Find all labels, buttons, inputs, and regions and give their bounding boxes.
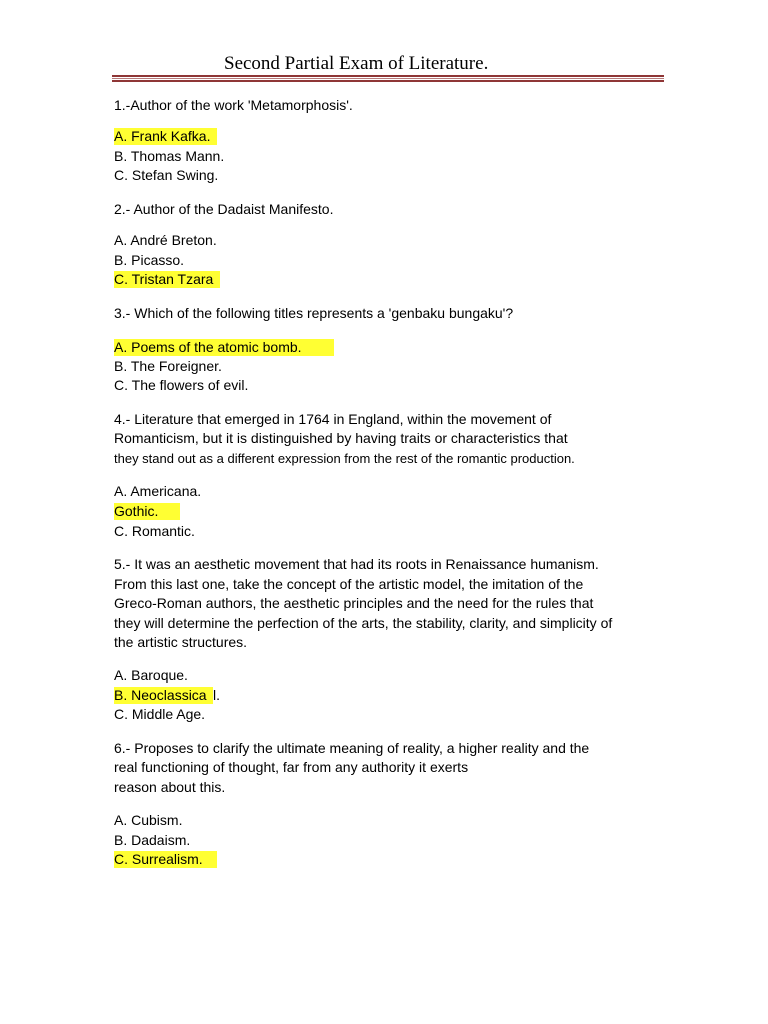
question-5-option: A. Baroque. xyxy=(114,667,188,683)
question-3-option xyxy=(114,339,334,356)
answer-highlight: A. Frank Kafka. xyxy=(114,128,217,145)
question-5-text: 5.- It was an aesthetic movement that had its roots in Renaissance humanism. xyxy=(114,556,599,572)
question-1-option: C. Stefan Swing. xyxy=(114,167,219,183)
title-rule xyxy=(112,75,664,82)
question-5-text: From this last one, take the concept of the artistic model, the imitation of the xyxy=(114,576,584,592)
exam-title: Second Partial Exam of Literature. xyxy=(224,53,489,74)
answer-highlight: C. Surrealism. xyxy=(114,851,217,868)
question-2-option: A. André Breton. xyxy=(114,232,217,248)
question-4-text: 4.- Literature that emerged in 1764 in England, within the movement of xyxy=(114,411,552,427)
question-6-option xyxy=(114,851,217,868)
question-5-text: the artistic structures. xyxy=(114,634,248,650)
question-2-option: B. Picasso. xyxy=(114,252,185,268)
question-1-option xyxy=(114,128,217,145)
question-5-option xyxy=(114,687,220,704)
question-2-text: 2.- Author of the Dadaist Manifesto. xyxy=(114,201,334,217)
question-1-text: 1.-Author of the work 'Metamorphosis'. xyxy=(114,97,353,113)
question-3-option: B. The Foreigner. xyxy=(114,358,222,374)
question-3-text: 3.- Which of the following titles represents a 'genbaku bungaku'? xyxy=(114,305,514,321)
question-4-option: C. Romantic. xyxy=(114,523,195,539)
question-3-option: C. The flowers of evil. xyxy=(114,377,249,393)
question-2-option xyxy=(114,271,220,288)
question-6-option: A. Cubism. xyxy=(114,812,183,828)
question-6-text: 6.- Proposes to clarify the ultimate meaning of reality, a higher reality and the xyxy=(114,740,590,756)
answer-highlight: C. Tristan Tzara xyxy=(114,271,220,288)
answer-highlight: A. Poems of the atomic bomb. xyxy=(114,339,334,356)
question-4-option xyxy=(114,503,180,520)
question-4-option: A. Americana. xyxy=(114,483,202,499)
question-5-text: they will determine the perfection of the arts, the stability, clarity, and simplicity of xyxy=(114,615,613,631)
question-6-text: real functioning of thought, far from any authority it exerts xyxy=(114,759,469,775)
question-1-option: B. Thomas Mann. xyxy=(114,148,225,164)
answer-highlight: B. Neoclassica xyxy=(114,687,213,704)
question-5-text: Greco-Roman authors, the aesthetic principles and the need for the rules that xyxy=(114,595,594,611)
question-5-option: C. Middle Age. xyxy=(114,706,206,722)
question-6-option: B. Dadaism. xyxy=(114,832,191,848)
answer-highlight: Gothic. xyxy=(114,503,180,520)
question-4-text: Romanticism, but it is distinguished by having traits or characteristics that xyxy=(114,430,568,446)
question-4-text: they stand out as a different expression from the rest of the romantic production. xyxy=(114,451,575,466)
question-6-text: reason about this. xyxy=(114,779,226,795)
answer-rest: l. xyxy=(213,687,220,703)
